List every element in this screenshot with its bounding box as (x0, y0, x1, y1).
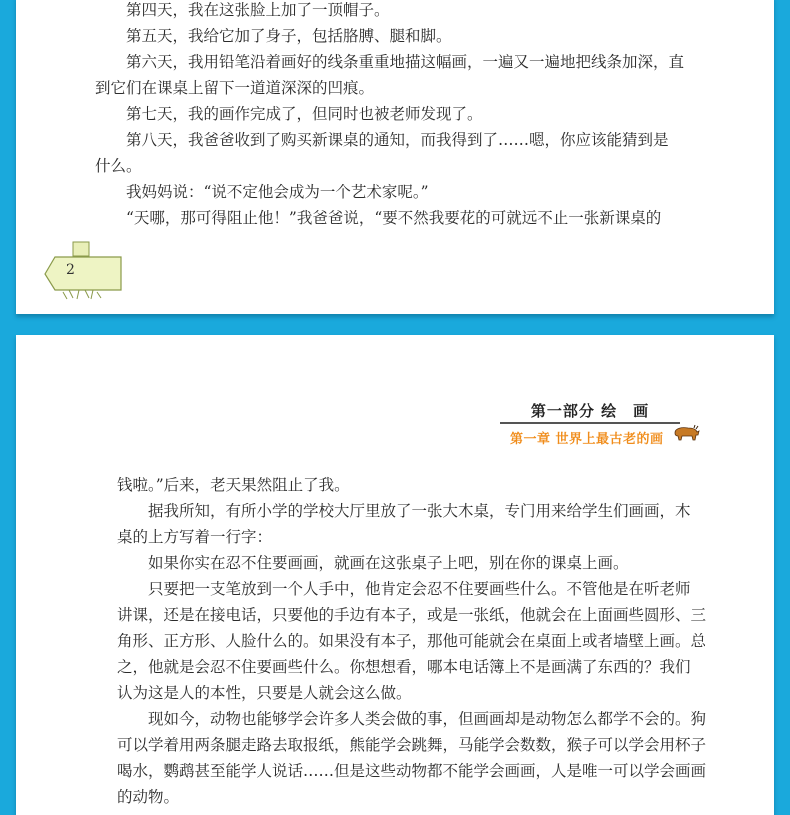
bottom-line-5: 只要把一支笔放到一个人手中，他肯定会忍不住要画些什么。不管他是在听老师 (148, 580, 691, 598)
bottom-line-12: 喝水，鹦鹉甚至能学人说话……但是这些动物都不能学会画画，人是唯一可以学会画画 (117, 762, 707, 780)
top-line-9: “天哪，那可得阻止他！”我爸爸说，“要不然我要花的可就远不止一张新课桌的 (126, 209, 662, 227)
bottom-line-3: 桌的上方写着一行字： (117, 528, 273, 546)
top-line-2: 第五天，我给它加了身子，包括胳膊、腿和脚。 (126, 27, 452, 45)
top-line-8: 我妈妈说：“说不定他会成为一个艺术家呢。” (126, 183, 429, 201)
part-title: 第一部分 绘 画 (530, 402, 650, 420)
top-line-7: 什么。 (95, 157, 142, 175)
bottom-line-8: 之，他就是会忍不住要画些什么。你想想看，哪本电话簿上不是画满了东西的？我们 (117, 658, 691, 676)
bottom-line-7: 角形、正方形、人脸什么的。如果没有本子，那他可能就会在桌面上或者墙壁上画。总 (117, 632, 707, 650)
top-line-4: 到它们在课桌上留下一道道深深的凹痕。 (95, 79, 375, 97)
bottom-line-4: 如果你实在忍不住要画画，就画在这张桌子上吧，别在你的课桌上画。 (148, 554, 629, 572)
top-line-1: 第四天，我在这张脸上加了一顶帽子。 (126, 1, 390, 19)
page-number: 2 (66, 262, 75, 278)
buffalo-icon (672, 424, 700, 442)
bottom-line-10: 现如今，动物也能够学会许多人类会做的事，但画画却是动物怎么都学不会的。狗 (148, 710, 707, 728)
bottom-line-1: 钱啦。”后来，老天果然阻止了我。 (117, 476, 350, 494)
top-line-3: 第六天，我用铅笔沿着画好的线条重重地描这幅画，一遍又一遍地把线条加深，直 (126, 53, 685, 71)
signpost-icon (33, 240, 128, 300)
bottom-line-11: 可以学着用两条腿走路去取报纸，熊能学会跳舞，马能学会数数，猴子可以学会用杯子 (117, 736, 707, 754)
bottom-line-2: 据我所知，有所小学的学校大厅里放了一张大木桌，专门用来给学生们画画，木 (148, 502, 691, 520)
top-line-5: 第七天，我的画作完成了，但同时也被老师发现了。 (126, 105, 483, 123)
header-rule (500, 422, 680, 424)
bottom-line-6: 讲课，还是在接电话，只要他的手边有本子，或是一张纸，他就会在上面画些圆形、三 (117, 606, 707, 624)
bottom-line-13: 的动物。 (117, 788, 180, 806)
top-line-6: 第八天，我爸爸收到了购买新课桌的通知，而我得到了……嗯，你应该能猜到是 (126, 131, 669, 149)
chapter-title: 第一章 世界上最古老的画 (510, 432, 664, 447)
bottom-line-9: 认为这是人的本性，只要是人就会这么做。 (117, 684, 412, 702)
